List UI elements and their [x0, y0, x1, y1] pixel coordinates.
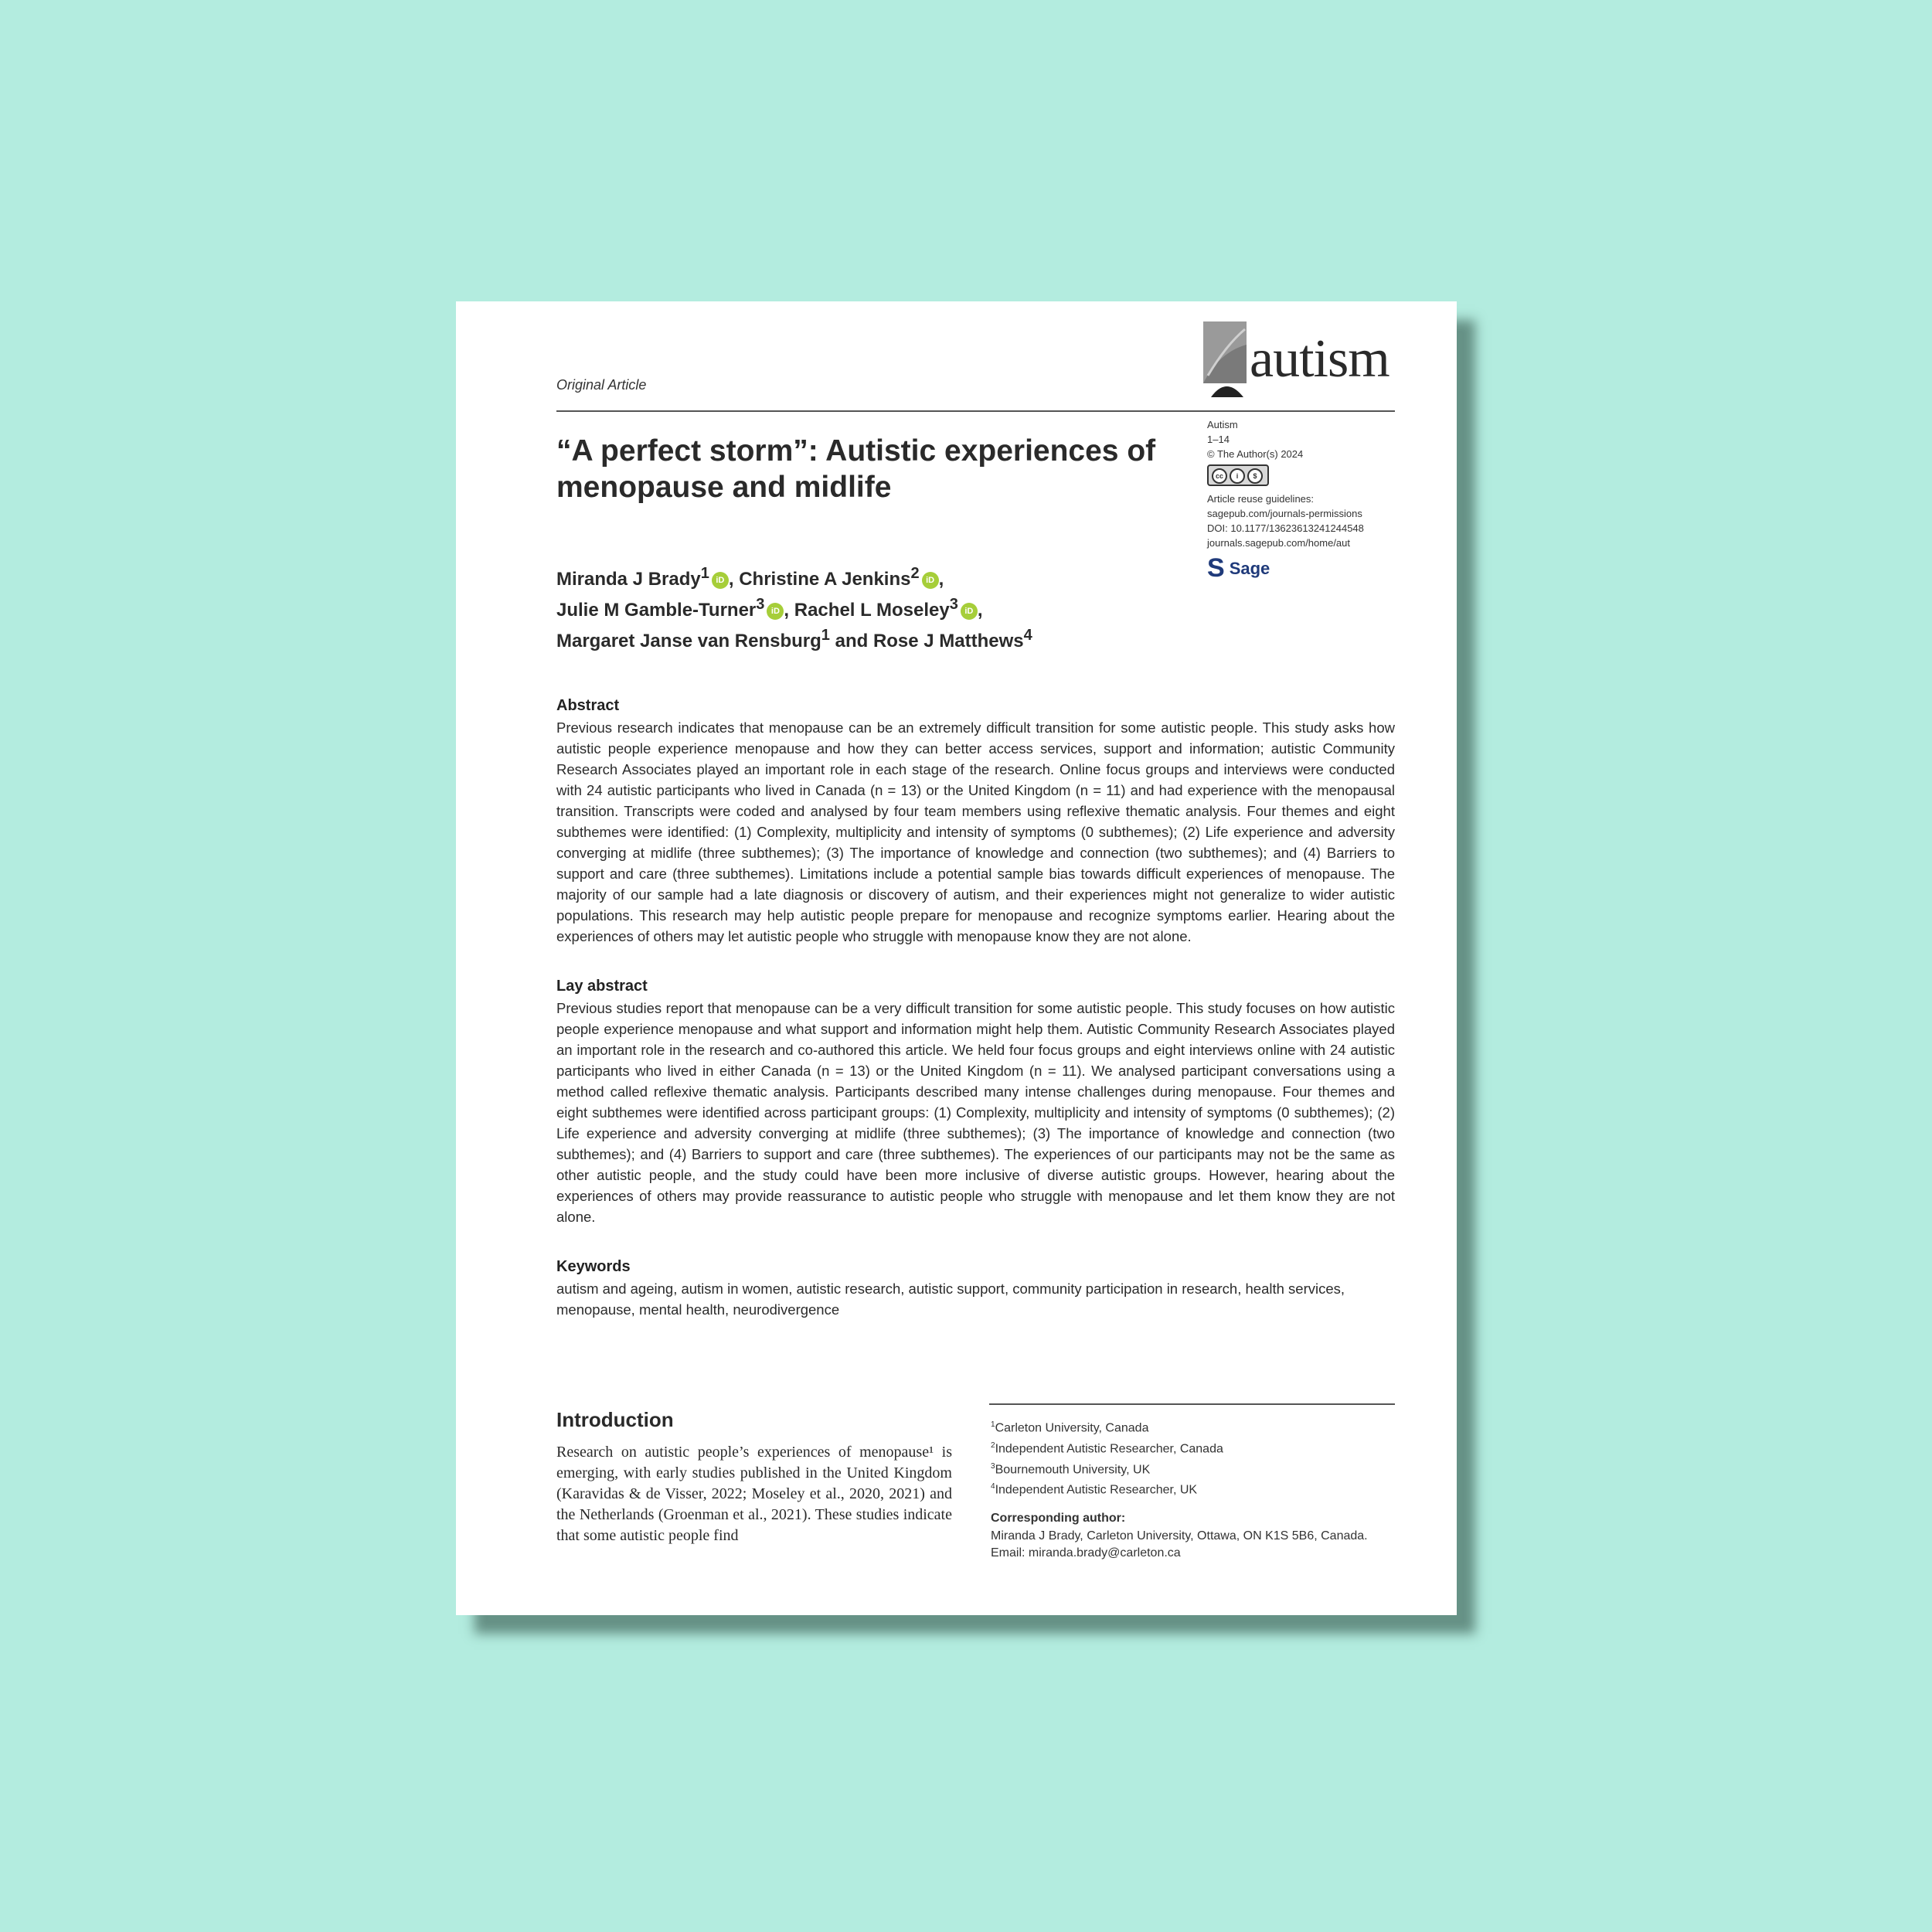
affiliation-rule	[989, 1403, 1395, 1405]
abstract-heading: Abstract	[556, 697, 620, 714]
author-affiliation: 1	[821, 627, 830, 644]
corresponding-author-email[interactable]: Email: miranda.brady@carleton.ca	[991, 1546, 1181, 1560]
affiliation-item: $^1$Carleton University, Canada	[991, 1420, 1149, 1435]
abstract-text: Previous research indicates that menopause can be an extremely difficult transition for some autistic people. This study asks how autistic people experience menopause and how they can better access services, support and information; autistic Community Research Associates played an important role in each stage of the research. Online focus groups and interviews were conducted with 24 autistic participants who lived in Canada (n = 13) or the United Kingdom (n = 11) and had experience with the menopausal transition. Transcripts were coded and analysed by four team members using reflexive thematic analysis. Four themes and eight subthemes were identified: (1) Complexity, multiplicity and intensity of symptoms (0 subthemes); (2) Life experience and adversity converging at midlife (three subthemes); (3) The importance of knowledge and connection (two subthemes); and (4) Barriers to support and care (three subthemes). Limitations include a potential sample bias towards difficult experiences of menopause. The majority of our sample had a late diagnosis or discovery of autism, and their experiences might not generalize to wider autistic populations. This research may help autistic people prepare for menopause and recognize symptoms earlier. Hearing about the experiences of others may let autistic people who struggle with menopause know they are not alone.	[556, 719, 1395, 944]
affiliations	[991, 1417, 1396, 1563]
author-name: Julie M Gamble-Turner	[556, 600, 757, 621]
affiliation-item: $^2$Independent Autistic Researcher, Canada	[991, 1440, 1223, 1456]
creative-commons-icon: cc i $	[1207, 464, 1269, 486]
author-affiliation: 3	[949, 596, 958, 613]
orcid-icon[interactable]: iD	[922, 572, 939, 589]
introduction-heading: Introduction	[556, 1408, 674, 1431]
author-affiliation: 4	[1023, 627, 1032, 644]
lay-abstract-heading: Lay abstract	[556, 978, 648, 995]
affiliation-item: $^4$Independent Autistic Researcher, UK	[991, 1482, 1198, 1497]
meta-journal: Autism	[1207, 419, 1238, 430]
author-affiliation: 3	[756, 596, 765, 613]
orcid-icon[interactable]: iD	[767, 603, 784, 620]
author-list: Miranda J Brady$^1$ iD , Christine A Jenkins$^2$ iD , Julie M Gamble-Turner$^3$ iD , Rachel L Moseley$^3$ iD , Margaret Janse van Rensburg$^1$ and Rose J Matthews$^4$	[556, 565, 1032, 651]
sage-logo-text: Sage	[1229, 558, 1270, 578]
journal-meta	[1207, 417, 1400, 583]
meta-journal-link[interactable]: journals.sagepub.com/home/aut	[1207, 537, 1351, 549]
meta-reuse-label: Article reuse guidelines:	[1207, 493, 1315, 505]
author-affiliation: 2	[910, 565, 920, 582]
article-type-label: Original Article	[556, 377, 647, 393]
article-title: “A perfect storm”: Autistic experiences of menopause and midlife	[556, 434, 1156, 504]
lay-abstract-text: Previous studies report that menopause can be a very difficult transition for some autistic people. This study focuses on how autistic people experience menopause and what support and information might help them. Autistic Community Research Associates played an important role in the research and co-authored this article. We held four focus groups and eight interviews online with 24 autistic participants who lived in either Canada (n = 13) or the United Kingdom (n = 11). We analysed participant conversations using a method called reflexive thematic analysis. Participants described many intense challenges during menopause. Four themes and eight subthemes were identified across participant groups: (1) Complexity, multiplicity and intensity of symptoms (0 subthemes); (2) Life experience and adversity converging at midlife (three subthemes); (3) The importance of knowledge and connection (two subthemes); and (4) Barriers to support and care (three subthemes). The experiences of our participants may not be the same as other autistic people, and the study could have been more inclusive of diverse autistic groups. However, hearing about the experiences of others may provide reassurance to autistic people who struggle with menopause and let them know they are not alone.	[556, 1000, 1395, 1225]
corresponding-author-address: Miranda J Brady, Carleton University, Ottawa, ON K1S 5B6, Canada.	[991, 1529, 1368, 1543]
author-name: Margaret Janse van Rensburg	[556, 631, 821, 651]
keywords-text: autism and ageing, autism in women, autistic research, autistic support, community participation in research, health services, menopause, mental health, neurodivergence	[556, 1281, 1345, 1318]
meta-doi[interactable]: DOI: 10.1177/13623613241244548	[1207, 522, 1364, 534]
sage-logo	[1207, 553, 1400, 583]
introduction-text: Research on autistic people’s experiences of menopause¹ is emerging, with early studies published in the United Kingdom (Karavidas & de Visser, 2022; Moseley et al., 2020, 2021) and the Netherlands (Groenman et al., 2021). These studies indicate that some autistic people find	[556, 1444, 952, 1544]
journal-logo-text: autism	[1250, 329, 1389, 389]
author-name: Christine A Jenkins	[739, 569, 911, 590]
meta-pages: 1–14	[1207, 434, 1230, 445]
header-rule	[556, 410, 1395, 412]
corresponding-author-heading: Corresponding author:	[991, 1512, 1126, 1526]
meta-reuse-link[interactable]: sagepub.com/journals-permissions	[1207, 508, 1362, 519]
author-name: Miranda J Brady	[556, 569, 701, 590]
author-affiliation: 1	[700, 565, 709, 582]
orcid-icon[interactable]: iD	[961, 603, 978, 620]
autism-logo-icon	[1203, 321, 1250, 397]
orcid-icon[interactable]: iD	[712, 572, 729, 589]
author-name: Rachel L Moseley	[794, 600, 950, 621]
affiliation-item: $^3$Bournemouth University, UK	[991, 1461, 1151, 1476]
author-name: Rose J Matthews	[872, 631, 1024, 651]
article-page	[456, 301, 1457, 1615]
journal-logo	[1203, 321, 1396, 399]
meta-copyright: © The Author(s) 2024	[1207, 448, 1304, 460]
sage-s-icon: S	[1207, 553, 1225, 583]
keywords-heading: Keywords	[556, 1258, 631, 1275]
